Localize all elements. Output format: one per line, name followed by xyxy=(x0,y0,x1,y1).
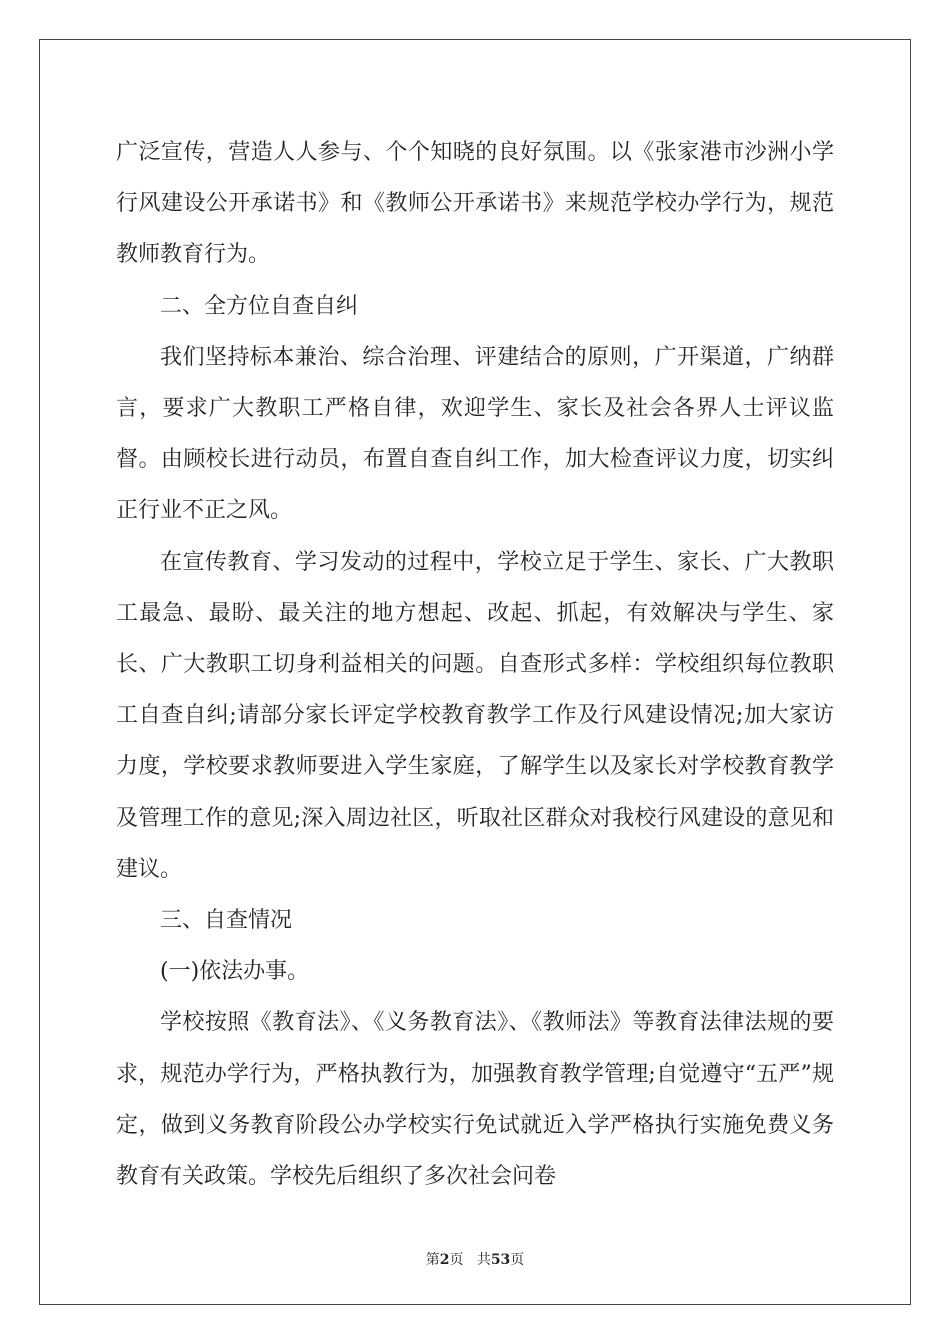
section-heading-2: 二、全方位自查自纠 xyxy=(160,293,359,319)
document-body xyxy=(116,127,834,1202)
page-prefix: 第 xyxy=(425,1252,440,1268)
paragraph-3: 我们坚持标本兼治、综合治理、评建结合的原则，广开渠道，广纳群言，要求广大教职工严格自律，欢迎学生、家长及社会各界人士评议监督。由顾校长进行动员，布置自查自纠工作，加大检查评议力度，切实纠正行业不正之风。 xyxy=(116,344,834,524)
total-prefix: 共 xyxy=(476,1252,491,1268)
page-number: 2 xyxy=(439,1252,450,1268)
total-pages: 53 xyxy=(490,1252,511,1268)
section-heading-3: 三、自查情况 xyxy=(160,908,293,934)
paragraph-1: 广泛宣传，营造人人参与、个个知晓的良好氛围。以《张家港市沙洲小学行风建设公开承诺书》和《教师公开承诺书》来规范学校办学行为，规范教师教育行为。 xyxy=(116,140,834,268)
paragraph-7: 学校按照《教育法》、《义务教育法》、《教师法》等教育法律法规的要求，规范办学行为，严格执教行为，加强教育教学管理;自觉遵守“五严”规定，做到义务教育阶段公办学校实行免试就近入学严格执行实施免费义务教育有关政策。学校先后组织了多次社会问卷 xyxy=(116,1010,834,1190)
subsection-heading-1: (一)依法办事。 xyxy=(160,959,310,985)
paragraph-4: 在宣传教育、学习发动的过程中，学校立足于学生、家长、广大教职工最急、最盼、最关注的地方想起、改起、抓起，有效解决与学生、家长、广大教职工切身利益相关的问题。自查形式多样：学校组织每位教职工自查自纠;请部分家长评定学校教育教学工作及行风建设情况;加大家访力度，学校要求教师要进入学生家庭，了解学生以及家长对学校教育教学及管理工作的意见;深入周边社区，听取社区群众对我校行风建设的意见和建议。 xyxy=(116,549,834,882)
page-suffix: 页 xyxy=(449,1252,464,1268)
total-suffix: 页 xyxy=(510,1252,525,1268)
page-footer xyxy=(0,1249,950,1269)
